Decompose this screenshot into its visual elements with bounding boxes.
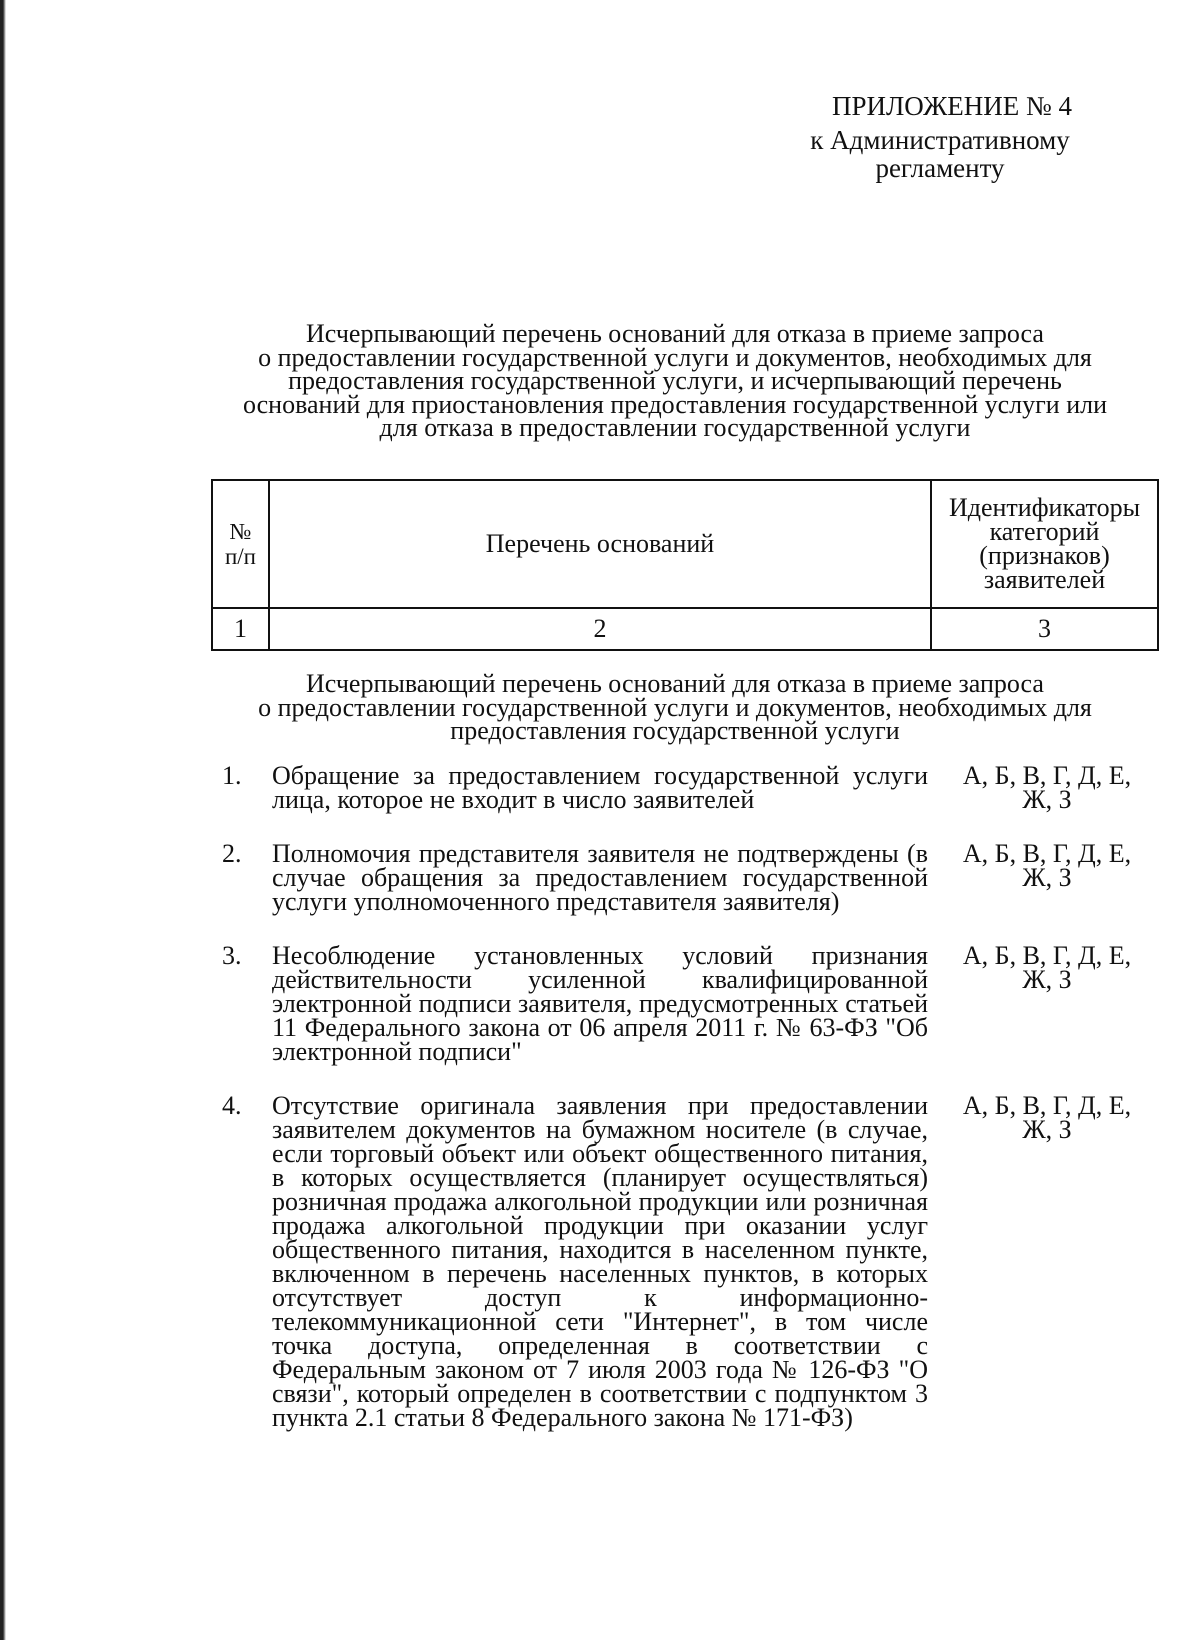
title-line: о предоставлении государственной услуги и документов, необходимых для [258, 342, 1092, 372]
grounds-list [222, 761, 1158, 1460]
list-item [222, 761, 1158, 814]
list-item [222, 1091, 1158, 1432]
item-text: Полномочия представителя заявителя не подтверждены (в случае обращения за предоставлением государственной услуги уполномоченного представителя заявителя) [272, 839, 928, 916]
appendix-reference: к Административному [810, 125, 1070, 155]
column-number-row [212, 608, 1158, 650]
document-title [180, 319, 1170, 442]
item-text: Несоблюдение установленных условий признания действительности усиленной квалифицированной электронной подписи заявителя, предусмотренных статьей 11 Федерального закона от 06 апреля 2011 г. № 63-ФЗ "Об электронной подписи" [272, 941, 928, 1066]
title-line: предоставления государственной услуги, и исчерпывающий перечень [288, 366, 1062, 395]
header-cell-grounds: Перечень оснований [269, 480, 931, 608]
list-item [222, 839, 1158, 916]
title-line: для отказа в предоставлении государственной услуги [379, 413, 971, 442]
title-line: Исчерпывающий перечень оснований для отказа в приеме запроса [306, 319, 1044, 348]
appendix-header [760, 92, 1120, 182]
scan-edge [0, 0, 6, 1640]
section-title-line: о предоставлении государственной услуги и документов, необходимых для [258, 692, 1092, 722]
item-number: 4. [222, 1091, 242, 1120]
appendix-number: ПРИЛОЖЕНИЕ № 4 [831, 91, 1073, 121]
item-categories: А, Б, В, Г, Д, Е, Ж, З [962, 761, 1132, 814]
item-number: 2. [222, 839, 242, 868]
list-item [222, 941, 1158, 1066]
section-title-line: Исчерпывающий перечень оснований для отказа в приеме запроса [306, 669, 1044, 698]
header-row [212, 480, 1158, 608]
section-title-line: предоставления государственной услуги [450, 716, 900, 745]
appendix-reference-cont: регламенту [875, 153, 1005, 183]
item-categories: А, Б, В, Г, Д, Е, Ж, З [962, 839, 1132, 892]
item-text: Отсутствие оригинала заявления при предоставлении заявителем документов на бумажном носителе (в случае, если торговый объект или объект общественного питания, в которых осуществляется (планирует осуществляться) розничная продажа алкогольной продукции или розничная продажа алкогольной продукции при оказании услуг общественного питания, находится в населенном пункте, включенном в перечень населенных пунктов, в которых отсутствует доступ к информационно-телекоммуникационной сети "Интернет", в том числе точка доступа, определенная в соответствии с Федеральным законом от 7 июля 2003 года № 126-ФЗ "О связи", который определен в соответствии с подпунктом 3 пункта 2.1 статьи 8 Федерального закона № 171-ФЗ) [272, 1091, 928, 1432]
column-number: 1 [212, 608, 269, 650]
item-number: 1. [222, 761, 242, 790]
item-number: 3. [222, 941, 242, 970]
item-categories: А, Б, В, Г, Д, Е, Ж, З [962, 941, 1132, 994]
header-table [211, 479, 1159, 651]
section-title [180, 669, 1170, 745]
item-categories: А, Б, В, Г, Д, Е, Ж, З [962, 1091, 1132, 1144]
header-cell-number: № п/п [212, 480, 269, 608]
header-cell-categories: Идентификаторы категорий (признаков) заявителей [931, 480, 1158, 608]
column-number: 2 [269, 608, 931, 650]
column-number: 3 [931, 608, 1158, 650]
item-text: Обращение за предоставлением государственной услуги лица, которое не входит в число заявителей [272, 761, 928, 814]
title-line: оснований для приостановления предоставления государственной услуги или [242, 389, 1108, 419]
